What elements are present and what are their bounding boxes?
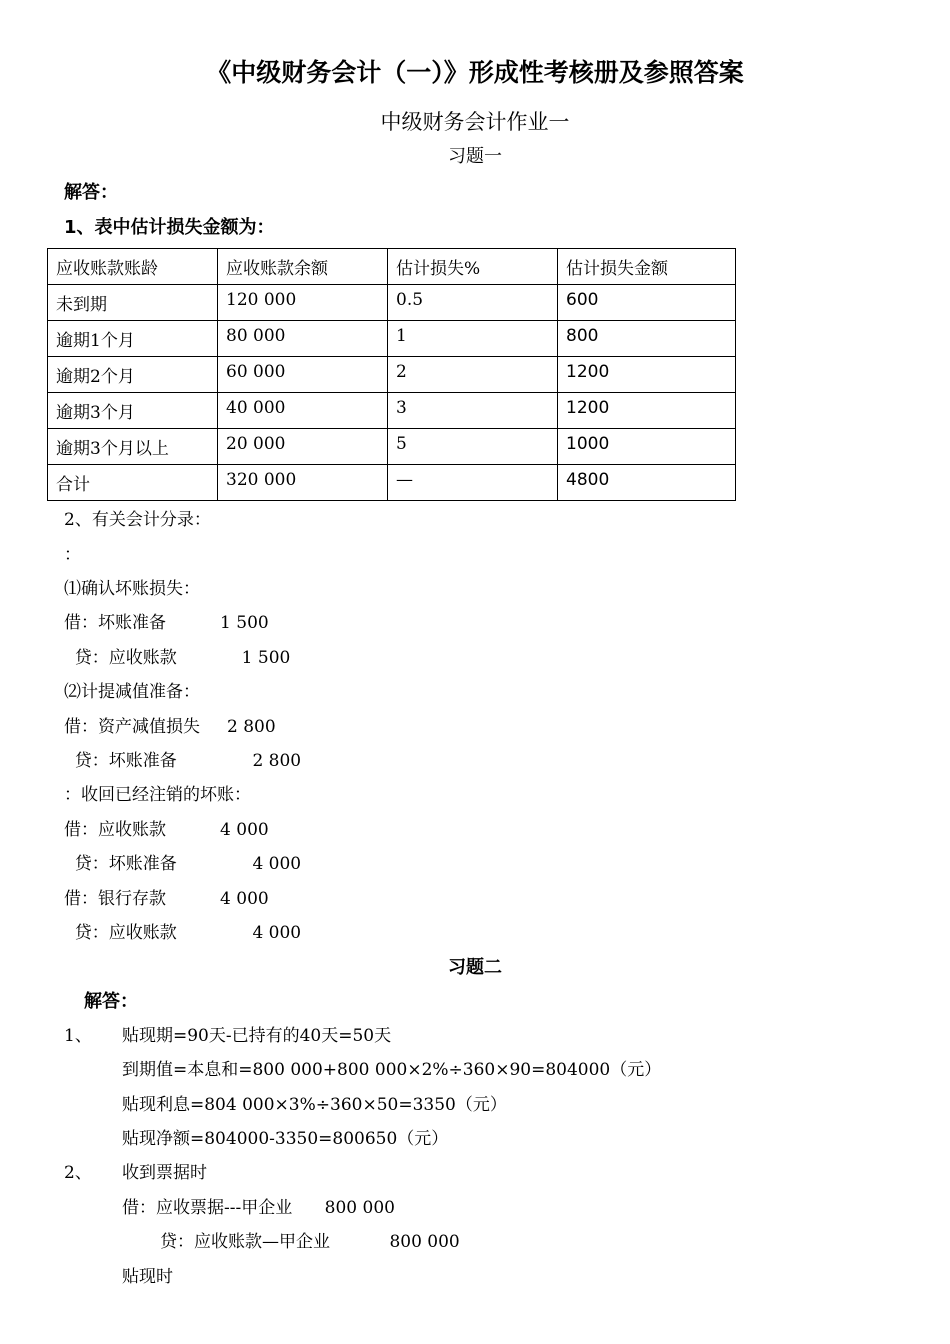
journal-line: ⑵计提减值准备： [64,682,200,702]
table-cell: 1 [388,321,558,357]
table-cell: 4800 [558,465,736,501]
item-1-number: 1、 [64,1026,92,1046]
exercise-2-answer-label: 解答： [84,991,138,1012]
document-title: 《中级财务会计（一）》形成性考核册及参照答案 [206,58,744,87]
calc-line: 贴现时 [122,1267,173,1287]
table-header-cell: 估计损失金额 [558,249,736,285]
table-cell: 0.5 [388,285,558,321]
table-cell: 40 000 [218,393,388,429]
table-cell: 600 [558,285,736,321]
table-cell: 20 000 [218,429,388,465]
journal-line: 贷：应收账款 1 500 [64,648,291,668]
assignment-subtitle: 中级财务会计作业一 [380,110,570,134]
journal-line: 借：银行存款 4 000 [64,889,269,909]
table-cell: 未到期 [48,285,218,321]
table-cell: 3 [388,393,558,429]
journal-line: 贷：坏账准备 2 800 [64,751,302,771]
exercise-1-heading: 习题一 [448,146,502,167]
question-1-text: 1、表中估计损失金额为： [64,217,275,238]
exercise-1-answer-label: 解答： [64,182,118,203]
journal-line: 2、有关会计分录： [64,510,211,530]
table-header-cell: 应收账款账龄 [48,249,218,285]
loss-estimate-table [47,248,736,501]
table-cell: 5 [388,429,558,465]
exercise-2-heading: 习题二 [448,957,502,978]
table-cell: 逾期1个月 [48,321,218,357]
table-cell: 120 000 [218,285,388,321]
journal-line: 借：坏账准备 1 500 [64,613,269,633]
journal-line: 贷：应收账款—甲企业 800 000 [160,1232,460,1252]
table-cell: 2 [388,357,558,393]
table-cell: — [388,465,558,501]
table-cell: 合计 [48,465,218,501]
table-row [48,465,736,501]
journal-line: 借：资产减值损失 2 800 [64,717,276,737]
calc-line: 贴现期=90天-已持有的40天=50天 [122,1026,392,1046]
table-cell: 逾期2个月 [48,357,218,393]
table-cell: 800 [558,321,736,357]
table-header-cell: 应收账款余额 [218,249,388,285]
table-row [48,393,736,429]
table-header-cell: 估计损失% [388,249,558,285]
item-2-number: 2、 [64,1163,92,1183]
journal-line: ： [64,545,81,565]
table-cell: 1200 [558,357,736,393]
table-row [48,285,736,321]
table-cell: 320 000 [218,465,388,501]
table-row [48,321,736,357]
journal-line: 借：应收票据---甲企业 800 000 [122,1198,395,1218]
calc-line: 到期值=本息和=800 000+800 000×2%÷360×90=804000（元） [122,1060,662,1080]
journal-line: 贷：应收账款 4 000 [64,923,302,943]
table-cell: 60 000 [218,357,388,393]
journal-line: 借：应收账款 4 000 [64,820,269,840]
journal-line: 贷：坏账准备 4 000 [64,854,302,874]
journal-line: ：收回已经注销的坏账： [64,785,251,805]
calc-line: 贴现净额=804000-3350=800650（元） [122,1129,449,1149]
table-cell: 1200 [558,393,736,429]
table-cell: 逾期3个月 [48,393,218,429]
table-row [48,429,736,465]
table-cell: 1000 [558,429,736,465]
table-row [48,357,736,393]
table-cell: 逾期3个月以上 [48,429,218,465]
table-cell: 80 000 [218,321,388,357]
calc-line: 收到票据时 [122,1163,207,1183]
journal-line: ⑴确认坏账损失： [64,579,200,599]
table-header-row [48,249,736,285]
calc-line: 贴现利息=804 000×3%÷360×50=3350（元） [122,1095,507,1115]
